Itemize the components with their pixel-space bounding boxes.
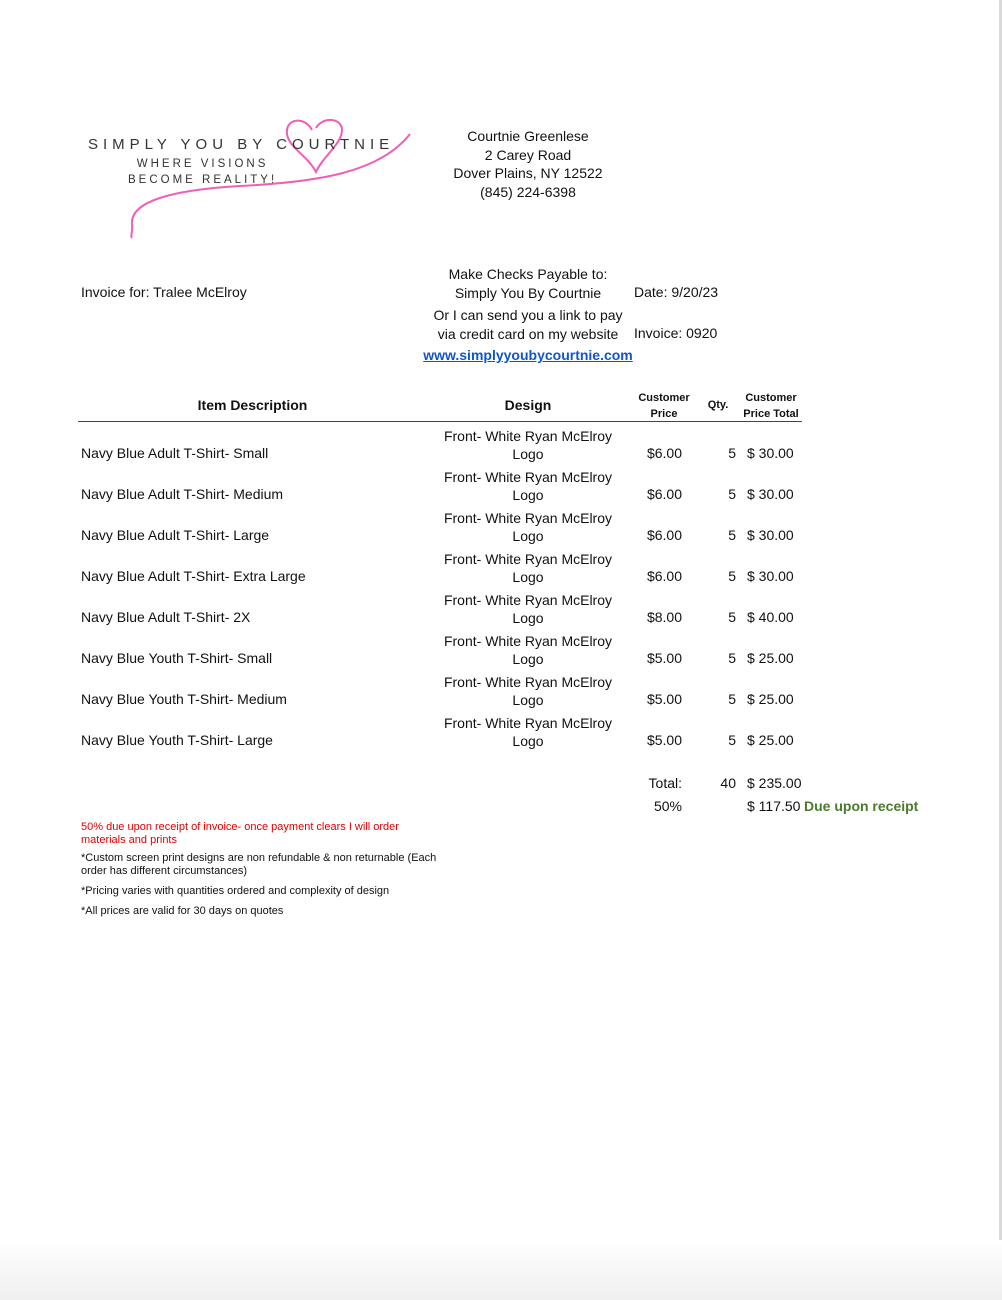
row-qty: 5 (728, 609, 736, 625)
row-design-line-1: Front- White Ryan McElroy (443, 592, 613, 608)
row-design-line-2: Logo (512, 692, 544, 708)
row-price: $6.00 (646, 568, 682, 584)
row-design (428, 468, 628, 504)
table-row (0, 550, 1002, 591)
page-bottom-shade (0, 1240, 1002, 1300)
row-design-line-2: Logo (512, 487, 544, 503)
terms-notes (81, 821, 441, 925)
row-design-line-2: Logo (512, 569, 544, 585)
business-address (418, 127, 638, 201)
row-design-line-1: Front- White Ryan McElroy (443, 551, 613, 567)
header-customer-price-total (738, 390, 804, 422)
table-row (0, 673, 1002, 714)
table-row (0, 427, 1002, 468)
row-qty: 5 (728, 486, 736, 502)
row-design-line-2: Logo (512, 446, 544, 462)
table-row (0, 468, 1002, 509)
header-price-line-2: Price (650, 408, 678, 420)
header-total-line-1: Customer (745, 392, 797, 404)
row-design-line-1: Front- White Ryan McElroy (443, 674, 613, 690)
row-design (428, 427, 628, 463)
row-design (428, 591, 628, 627)
header-qty: Qty. (707, 399, 729, 411)
payable-line-4: via credit card on my website (437, 325, 619, 342)
row-design-line-1: Front- White Ryan McElroy (443, 715, 613, 731)
row-design-line-2: Logo (512, 651, 544, 667)
payable-line-1: Make Checks Payable to: (448, 266, 608, 282)
payable-line-3: Or I can send you a link to pay (433, 307, 623, 323)
deposit-percent: 50% (653, 798, 682, 814)
row-price: $5.00 (646, 691, 682, 707)
row-total: $ 30.00 (747, 445, 794, 461)
deposit-amount: $ 117.50 (747, 798, 801, 814)
row-design (428, 632, 628, 668)
row-qty: 5 (728, 650, 736, 666)
row-item: Navy Blue Youth T-Shirt- Large (81, 732, 273, 748)
header-design: Design (504, 397, 552, 413)
row-price: $5.00 (646, 650, 682, 666)
row-design (428, 714, 628, 750)
row-total: $ 25.00 (747, 650, 794, 666)
header-item-description: Item Description (197, 397, 308, 413)
business-phone: (845) 224-6398 (480, 183, 576, 200)
row-qty: 5 (728, 732, 736, 748)
validity-note: *All prices are valid for 30 days on quotes (81, 905, 284, 917)
brand-logo (80, 112, 420, 242)
logo-tagline (128, 156, 277, 188)
due-upon-receipt: Due upon receipt (804, 798, 919, 814)
table-row (0, 632, 1002, 673)
row-item: Navy Blue Youth T-Shirt- Medium (81, 691, 287, 707)
row-total: $ 25.00 (747, 691, 794, 707)
total-label: Total: (648, 775, 682, 791)
table-row (0, 509, 1002, 550)
row-design (428, 550, 628, 586)
table-row (0, 591, 1002, 632)
row-design (428, 509, 628, 545)
row-total: $ 25.00 (747, 732, 794, 748)
row-price: $8.00 (646, 609, 682, 625)
business-name: Courtnie Greenlese (467, 128, 589, 144)
row-design-line-1: Front- White Ryan McElroy (443, 469, 613, 485)
pricing-note: *Pricing varies with quantities ordered and complexity of design (81, 885, 390, 897)
row-qty: 5 (728, 568, 736, 584)
payment-instructions (413, 265, 643, 343)
row-price: $6.00 (646, 445, 682, 461)
logo-title: SIMPLY YOU BY COURTNIE (88, 136, 395, 153)
row-item: Navy Blue Adult T-Shirt- Small (81, 445, 269, 461)
row-qty: 5 (728, 527, 736, 543)
payable-line-2: Simply You By Courtnie (454, 284, 602, 301)
website-link[interactable]: www.simplyyoubycourtnie.com (423, 347, 633, 363)
header-divider (78, 421, 802, 422)
business-city: Dover Plains, NY 12522 (453, 165, 603, 181)
row-total: $ 30.00 (747, 527, 794, 543)
business-street: 2 Carey Road (484, 146, 572, 163)
row-price: $6.00 (646, 527, 682, 543)
header-price-line-1: Customer (638, 392, 690, 404)
row-qty: 5 (728, 691, 736, 707)
deposit-note: 50% due upon receipt of invoice- once payment clears I will order materials and prints (81, 821, 399, 846)
row-total: $ 40.00 (747, 609, 794, 625)
row-item: Navy Blue Youth T-Shirt- Small (81, 650, 273, 666)
row-item: Navy Blue Adult T-Shirt- Medium (81, 486, 284, 502)
row-total: $ 30.00 (747, 568, 794, 584)
total-amount: $ 235.00 (747, 775, 802, 791)
row-design-line-1: Front- White Ryan McElroy (443, 633, 613, 649)
row-total: $ 30.00 (747, 486, 794, 502)
row-design-line-2: Logo (512, 733, 544, 749)
row-design (428, 673, 628, 709)
table-row (0, 714, 1002, 755)
row-qty: 5 (728, 445, 736, 461)
row-design-line-2: Logo (512, 528, 544, 544)
invoice-recipient: Invoice for: Tralee McElroy (81, 284, 247, 300)
logo-tagline-2: BECOME REALITY! (128, 174, 278, 186)
invoice-number: Invoice: 0920 (634, 325, 718, 341)
header-customer-price (630, 390, 698, 422)
row-item: Navy Blue Adult T-Shirt- 2X (81, 609, 251, 625)
row-design-line-1: Front- White Ryan McElroy (443, 510, 613, 526)
refund-note: *Custom screen print designs are non refundable & non returnable (Each order has different circumstances) (81, 852, 437, 877)
invoice-date: Date: 9/20/23 (634, 284, 719, 300)
row-price: $5.00 (646, 732, 682, 748)
header-total-line-2: Price Total (743, 408, 799, 420)
total-qty: 40 (720, 775, 736, 791)
row-item: Navy Blue Adult T-Shirt- Extra Large (81, 568, 306, 584)
row-item: Navy Blue Adult T-Shirt- Large (81, 527, 270, 543)
logo-tagline-1: WHERE VISIONS (136, 158, 269, 170)
row-design-line-1: Front- White Ryan McElroy (443, 428, 613, 444)
row-price: $6.00 (646, 486, 682, 502)
row-design-line-2: Logo (512, 610, 544, 626)
